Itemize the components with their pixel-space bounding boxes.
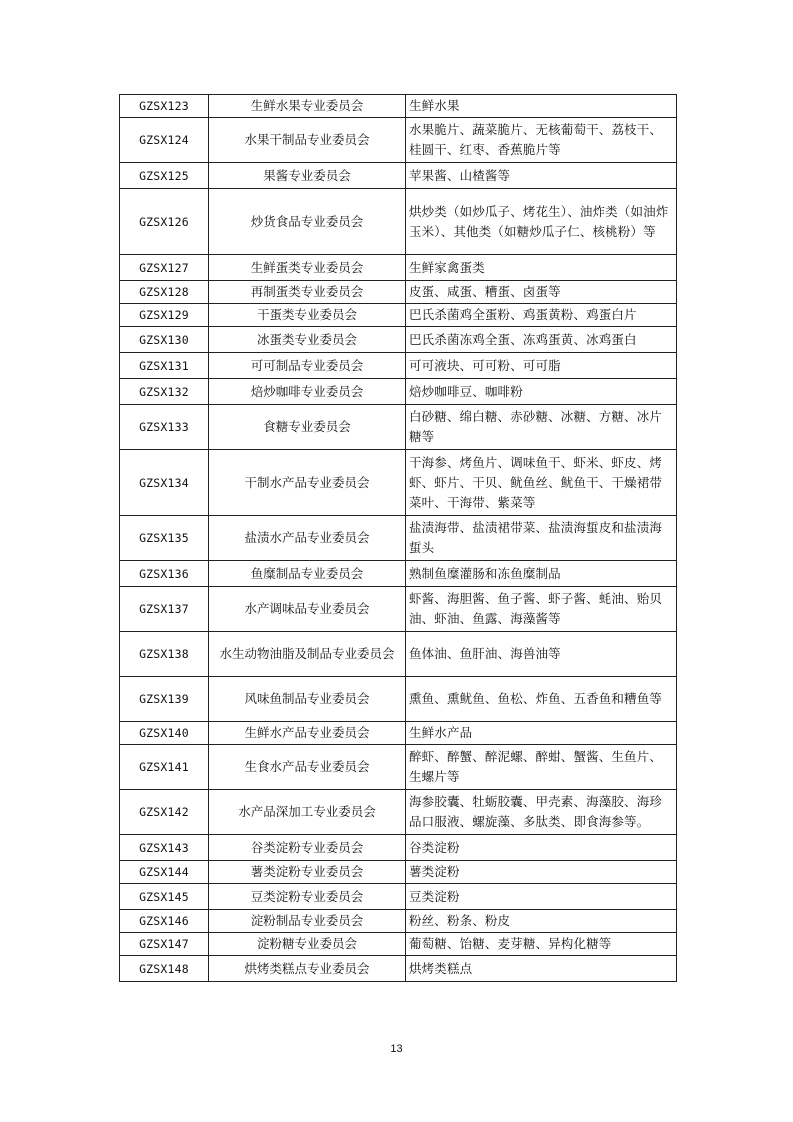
- code-cell: GZSX138: [120, 632, 209, 677]
- name-cell: 水产调味品专业委员会: [209, 587, 406, 632]
- table-row: [120, 933, 677, 956]
- table-row: [120, 587, 677, 632]
- table-row: [120, 405, 677, 450]
- desc-cell: 干海参、烤鱼片、调味鱼干、虾米、虾皮、烤虾、虾片、干贝、鱿鱼丝、鱿鱼干、干燥裙带菜叶、干海带、紫菜等: [406, 450, 677, 516]
- code-cell: GZSX135: [120, 516, 209, 561]
- table-row: [120, 790, 677, 835]
- code-cell: GZSX140: [120, 722, 209, 745]
- name-cell: 谷类淀粉专业委员会: [209, 835, 406, 861]
- desc-cell: 焙炒咖啡豆、咖啡粉: [406, 379, 677, 405]
- committee-table-body: [120, 95, 677, 982]
- table-row: [120, 95, 677, 118]
- table-row: [120, 281, 677, 304]
- name-cell: 食糖专业委员会: [209, 405, 406, 450]
- name-cell: 盐渍水产品专业委员会: [209, 516, 406, 561]
- code-cell: GZSX126: [120, 189, 209, 255]
- name-cell: 生食水产品专业委员会: [209, 745, 406, 790]
- table-row: [120, 450, 677, 516]
- code-cell: GZSX139: [120, 677, 209, 722]
- table-row: [120, 835, 677, 861]
- name-cell: 豆类淀粉专业委员会: [209, 884, 406, 910]
- code-cell: GZSX133: [120, 405, 209, 450]
- code-cell: GZSX146: [120, 910, 209, 933]
- desc-cell: 粉丝、粉条、粉皮: [406, 910, 677, 933]
- code-cell: GZSX125: [120, 163, 209, 189]
- table-row: [120, 189, 677, 255]
- table-row: [120, 163, 677, 189]
- table-row: [120, 118, 677, 163]
- code-cell: GZSX142: [120, 790, 209, 835]
- desc-cell: 生鲜水产品: [406, 722, 677, 745]
- code-cell: GZSX136: [120, 561, 209, 587]
- table-row: [120, 516, 677, 561]
- desc-cell: 水果脆片、蔬菜脆片、无核葡萄干、荔枝干、桂圆干、红枣、香蕉脆片等: [406, 118, 677, 163]
- code-cell: GZSX129: [120, 304, 209, 327]
- code-cell: GZSX145: [120, 884, 209, 910]
- desc-cell: 盐渍海带、盐渍裙带菜、盐渍海蜇皮和盐渍海蜇头: [406, 516, 677, 561]
- name-cell: 果酱专业委员会: [209, 163, 406, 189]
- name-cell: 干制水产品专业委员会: [209, 450, 406, 516]
- name-cell: 再制蛋类专业委员会: [209, 281, 406, 304]
- table-row: [120, 861, 677, 884]
- desc-cell: 醉虾、醉蟹、醉泥螺、醉蚶、蟹酱、生鱼片、生螺片等: [406, 745, 677, 790]
- name-cell: 鱼糜制品专业委员会: [209, 561, 406, 587]
- table-row: [120, 632, 677, 677]
- desc-cell: 葡萄糖、饴糖、麦芽糖、异构化糖等: [406, 933, 677, 956]
- code-cell: GZSX128: [120, 281, 209, 304]
- desc-cell: 白砂糖、绵白糖、赤砂糖、冰糖、方糖、冰片糖等: [406, 405, 677, 450]
- desc-cell: 可可液块、可可粉、可可脂: [406, 353, 677, 379]
- table-row: [120, 353, 677, 379]
- desc-cell: 生鲜家禽蛋类: [406, 255, 677, 281]
- desc-cell: 巴氏杀菌冻鸡全蛋、冻鸡蛋黄、冰鸡蛋白: [406, 327, 677, 353]
- code-cell: GZSX147: [120, 933, 209, 956]
- desc-cell: 海参胶囊、牡蛎胶囊、甲壳素、海藻胶、海珍品口服液、螺旋藻、多肽类、即食海参等。: [406, 790, 677, 835]
- desc-cell: 虾酱、海胆酱、鱼子酱、虾子酱、蚝油、贻贝油、虾油、鱼露、海藻酱等: [406, 587, 677, 632]
- code-cell: GZSX143: [120, 835, 209, 861]
- desc-cell: 谷类淀粉: [406, 835, 677, 861]
- table-row: [120, 745, 677, 790]
- code-cell: GZSX124: [120, 118, 209, 163]
- name-cell: 冰蛋类专业委员会: [209, 327, 406, 353]
- code-cell: GZSX148: [120, 956, 209, 982]
- name-cell: 干蛋类专业委员会: [209, 304, 406, 327]
- code-cell: GZSX123: [120, 95, 209, 118]
- name-cell: 水产品深加工专业委员会: [209, 790, 406, 835]
- name-cell: 风味鱼制品专业委员会: [209, 677, 406, 722]
- code-cell: GZSX127: [120, 255, 209, 281]
- page-number: 13: [390, 1043, 403, 1055]
- desc-cell: 薯类淀粉: [406, 861, 677, 884]
- table-row: [120, 956, 677, 982]
- code-cell: GZSX132: [120, 379, 209, 405]
- name-cell: 炒货食品专业委员会: [209, 189, 406, 255]
- table-row: [120, 677, 677, 722]
- table-row: [120, 304, 677, 327]
- code-cell: GZSX137: [120, 587, 209, 632]
- name-cell: 烘烤类糕点专业委员会: [209, 956, 406, 982]
- name-cell: 淀粉糖专业委员会: [209, 933, 406, 956]
- code-cell: GZSX141: [120, 745, 209, 790]
- desc-cell: 烘烤类糕点: [406, 956, 677, 982]
- table-row: [120, 884, 677, 910]
- name-cell: 淀粉制品专业委员会: [209, 910, 406, 933]
- name-cell: 薯类淀粉专业委员会: [209, 861, 406, 884]
- table-row: [120, 722, 677, 745]
- code-cell: GZSX134: [120, 450, 209, 516]
- desc-cell: 熏鱼、熏鱿鱼、鱼松、炸鱼、五香鱼和糟鱼等: [406, 677, 677, 722]
- name-cell: 焙炒咖啡专业委员会: [209, 379, 406, 405]
- table-row: [120, 327, 677, 353]
- name-cell: 可可制品专业委员会: [209, 353, 406, 379]
- table-row: [120, 910, 677, 933]
- code-cell: GZSX144: [120, 861, 209, 884]
- code-cell: GZSX130: [120, 327, 209, 353]
- desc-cell: 生鲜水果: [406, 95, 677, 118]
- table-row: [120, 561, 677, 587]
- desc-cell: 苹果酱、山楂酱等: [406, 163, 677, 189]
- desc-cell: 皮蛋、咸蛋、糟蛋、卤蛋等: [406, 281, 677, 304]
- name-cell: 生鲜水产品专业委员会: [209, 722, 406, 745]
- name-cell: 水生动物油脂及制品专业委员会: [209, 632, 406, 677]
- table-row: [120, 379, 677, 405]
- desc-cell: 熟制鱼糜灌肠和冻鱼糜制品: [406, 561, 677, 587]
- desc-cell: 鱼体油、鱼肝油、海兽油等: [406, 632, 677, 677]
- table-row: [120, 255, 677, 281]
- committee-table: [119, 94, 677, 982]
- name-cell: 水果干制品专业委员会: [209, 118, 406, 163]
- code-cell: GZSX131: [120, 353, 209, 379]
- desc-cell: 烘炒类（如炒瓜子、烤花生）、油炸类（如油炸玉米）、其他类（如糖炒瓜子仁、核桃粉）等: [406, 189, 677, 255]
- name-cell: 生鲜水果专业委员会: [209, 95, 406, 118]
- desc-cell: 豆类淀粉: [406, 884, 677, 910]
- name-cell: 生鲜蛋类专业委员会: [209, 255, 406, 281]
- desc-cell: 巴氏杀菌鸡全蛋粉、鸡蛋黄粉、鸡蛋白片: [406, 304, 677, 327]
